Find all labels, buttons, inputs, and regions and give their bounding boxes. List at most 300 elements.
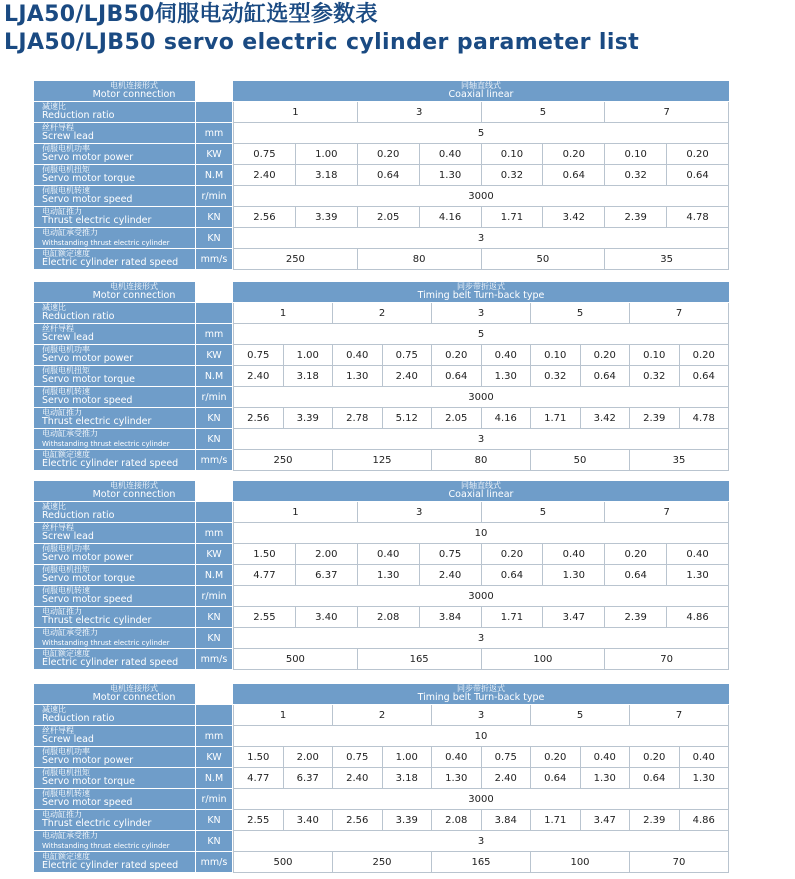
row-label-screw_lead <box>34 726 195 747</box>
row-label-en: Reduction ratio <box>42 713 115 724</box>
row-label-thrust <box>34 810 195 831</box>
thrust-cell: 3.47 <box>543 607 605 628</box>
row-label-rated_speed <box>34 852 195 873</box>
servo_power-cell: 1.50 <box>233 544 296 565</box>
row-label-cn: 减速比 <box>42 102 66 111</box>
servo_power-cell: 0.20 <box>630 747 680 768</box>
thrust-cell: 2.56 <box>233 207 296 228</box>
unit-screw_lead: mm <box>196 123 232 144</box>
servo_torque-cells <box>233 565 729 586</box>
parameter-table <box>34 282 729 471</box>
row-label-en: Electric cylinder rated speed <box>42 257 179 268</box>
servo_power-cell: 0.40 <box>358 544 420 565</box>
screw_lead-cell: 10 <box>233 726 729 747</box>
servo_power-cell: 2.00 <box>284 747 334 768</box>
thrust-cell: 2.39 <box>630 408 680 429</box>
row-servo_speed <box>34 789 729 810</box>
row-label-cn: 电动缸承受推力 <box>42 228 98 237</box>
reduction_ratio-cell: 2 <box>333 303 432 324</box>
row-servo_torque <box>34 768 729 789</box>
servo_torque-cell: 1.30 <box>333 366 383 387</box>
servo_power-cell: 0.10 <box>482 144 544 165</box>
servo_torque-cell: 1.30 <box>358 565 420 586</box>
row-label-withstanding <box>34 228 195 249</box>
unit-withstanding: KN <box>196 831 232 852</box>
header-row <box>34 81 729 102</box>
row-reduction_ratio <box>34 705 729 726</box>
row-label-en: Thrust electric cylinder <box>42 818 152 829</box>
servo_power-cell: 0.75 <box>233 144 296 165</box>
servo_torque-cell: 0.64 <box>680 366 730 387</box>
unit-thrust: KN <box>196 607 232 628</box>
reduction_ratio-cell: 1 <box>233 102 358 123</box>
withstanding-cells <box>233 831 729 852</box>
row-label-cn: 电动缸推力 <box>42 408 82 417</box>
row-label-en: Servo motor power <box>42 755 134 766</box>
row-label-en: Screw lead <box>42 734 94 745</box>
row-label-en: Screw lead <box>42 531 94 542</box>
servo_power-cell: 0.40 <box>482 345 532 366</box>
reduction_ratio-cells <box>233 705 729 726</box>
unit-servo_speed: r/min <box>196 789 232 810</box>
servo_power-cells <box>233 144 729 165</box>
connection-type <box>233 282 729 303</box>
screw_lead-cells <box>233 123 729 144</box>
thrust-cells <box>233 810 729 831</box>
row-label-cn: 电机连接形式 <box>110 282 158 291</box>
reduction_ratio-cell: 7 <box>630 303 729 324</box>
row-label-en: Servo motor torque <box>42 776 135 787</box>
reduction_ratio-cell: 3 <box>432 705 531 726</box>
thrust-cell: 4.78 <box>667 207 729 228</box>
servo_torque-cell: 2.40 <box>383 366 433 387</box>
row-rated_speed <box>34 249 729 270</box>
servo_power-cell: 0.20 <box>667 144 729 165</box>
row-label-en: Servo motor speed <box>42 194 133 205</box>
thrust-cell: 1.71 <box>482 607 544 628</box>
row-label-en: Electric cylinder rated speed <box>42 860 179 871</box>
thrust-cell: 3.39 <box>296 207 358 228</box>
connection-type-cn: 同步带折返式 <box>457 282 505 291</box>
servo_power-cell: 0.40 <box>543 544 605 565</box>
servo_torque-cell: 0.32 <box>630 366 680 387</box>
title-chinese: LJA50/LJB50伺服电动缸选型参数表 <box>4 2 378 27</box>
thrust-cells <box>233 408 729 429</box>
row-label-cn: 伺服电机转速 <box>42 186 90 195</box>
unit-rated_speed: mm/s <box>196 852 232 873</box>
thrust-cell: 4.86 <box>680 810 730 831</box>
row-label-reduction_ratio <box>34 705 195 726</box>
thrust-cell: 5.12 <box>383 408 433 429</box>
thrust-cell: 4.16 <box>420 207 482 228</box>
row-label-en: Servo motor torque <box>42 573 135 584</box>
servo_torque-cell: 1.30 <box>667 565 729 586</box>
thrust-cells <box>233 607 729 628</box>
servo_torque-cell: 6.37 <box>296 565 358 586</box>
row-screw_lead <box>34 123 729 144</box>
rated_speed-cell: 35 <box>605 249 729 270</box>
servo_power-cell: 0.20 <box>482 544 544 565</box>
servo_power-cell: 2.00 <box>296 544 358 565</box>
servo_power-cell: 0.40 <box>667 544 729 565</box>
thrust-cell: 2.39 <box>630 810 680 831</box>
reduction_ratio-cell: 5 <box>531 303 630 324</box>
reduction_ratio-cell: 7 <box>605 102 729 123</box>
row-label-withstanding <box>34 429 195 450</box>
row-label-rated_speed <box>34 249 195 270</box>
row-label-cn: 伺服电机扭矩 <box>42 366 90 375</box>
servo_power-cell: 0.20 <box>680 345 730 366</box>
row-label-thrust <box>34 408 195 429</box>
unit-servo_torque: N.M <box>196 768 232 789</box>
thrust-cell: 1.71 <box>531 408 581 429</box>
row-label-en: Servo motor speed <box>42 395 133 406</box>
servo_power-cell: 0.20 <box>432 345 482 366</box>
thrust-cell: 3.84 <box>482 810 532 831</box>
row-label-screw_lead <box>34 123 195 144</box>
unit-rated_speed: mm/s <box>196 450 232 471</box>
row-label-motor_connection <box>34 481 195 502</box>
screw_lead-cells <box>233 726 729 747</box>
parameter-table <box>34 684 729 873</box>
row-label-cn: 电机连接形式 <box>110 81 158 90</box>
servo_power-cell: 1.50 <box>233 747 284 768</box>
thrust-cell: 4.16 <box>482 408 532 429</box>
servo_torque-cell: 2.40 <box>233 165 296 186</box>
withstanding-cell: 3 <box>233 228 729 249</box>
row-servo_torque <box>34 565 729 586</box>
rated_speed-cells <box>233 852 729 873</box>
rated_speed-cell: 500 <box>233 852 333 873</box>
row-reduction_ratio <box>34 303 729 324</box>
reduction_ratio-cell: 3 <box>358 502 482 523</box>
servo_speed-cells <box>233 789 729 810</box>
servo_torque-cell: 1.30 <box>432 768 482 789</box>
reduction_ratio-cell: 3 <box>358 102 482 123</box>
thrust-cell: 3.40 <box>284 810 334 831</box>
row-label-cn: 电缸额定速度 <box>42 852 90 861</box>
row-label-en: Screw lead <box>42 332 94 343</box>
thrust-cell: 4.86 <box>667 607 729 628</box>
servo_speed-cells <box>233 387 729 408</box>
connection-type <box>233 481 729 502</box>
servo_torque-cell: 3.18 <box>383 768 433 789</box>
row-label-servo_speed <box>34 186 195 207</box>
withstanding-cells <box>233 429 729 450</box>
row-label-cn: 电动缸承受推力 <box>42 831 98 840</box>
unit-servo_torque: N.M <box>196 165 232 186</box>
row-label-servo_power <box>34 345 195 366</box>
row-label-en: Reduction ratio <box>42 110 115 121</box>
unit-servo_torque: N.M <box>196 565 232 586</box>
rated_speed-cell: 250 <box>333 852 432 873</box>
row-withstanding <box>34 831 729 852</box>
reduction_ratio-cell: 2 <box>333 705 432 726</box>
row-label-en: Withstanding thrust electric cylinder <box>42 639 170 647</box>
servo_power-cell: 0.75 <box>233 345 284 366</box>
header-row <box>34 481 729 502</box>
row-label-cn: 电动缸承受推力 <box>42 628 98 637</box>
row-reduction_ratio <box>34 102 729 123</box>
servo_torque-cell: 0.64 <box>531 768 581 789</box>
row-label-cn: 伺服电机转速 <box>42 586 90 595</box>
header-row <box>34 684 729 705</box>
row-label-cn: 电机连接形式 <box>110 481 158 490</box>
row-label-cn: 伺服电机扭矩 <box>42 165 90 174</box>
rated_speed-cell: 35 <box>630 450 729 471</box>
connection-type-cn: 同步带折返式 <box>457 684 505 693</box>
row-label-en: Motor connection <box>92 692 176 703</box>
thrust-cell: 2.55 <box>233 607 296 628</box>
row-screw_lead <box>34 324 729 345</box>
row-label-cn: 伺服电机转速 <box>42 387 90 396</box>
servo_power-cell: 0.75 <box>383 345 433 366</box>
unit-withstanding: KN <box>196 429 232 450</box>
servo_power-cells <box>233 345 729 366</box>
thrust-cell: 3.42 <box>543 207 605 228</box>
row-label-servo_torque <box>34 366 195 387</box>
unit-reduction_ratio <box>196 502 232 523</box>
row-rated_speed <box>34 649 729 670</box>
row-label-rated_speed <box>34 450 195 471</box>
rated_speed-cell: 50 <box>482 249 606 270</box>
thrust-cell: 2.39 <box>605 207 667 228</box>
row-withstanding <box>34 429 729 450</box>
thrust-cell: 2.78 <box>333 408 383 429</box>
unit-thrust: KN <box>196 207 232 228</box>
row-label-servo_power <box>34 747 195 768</box>
unit-rated_speed: mm/s <box>196 249 232 270</box>
row-label-servo_torque <box>34 565 195 586</box>
screw_lead-cell: 10 <box>233 523 729 544</box>
row-label-en: Reduction ratio <box>42 510 115 521</box>
reduction_ratio-cell: 1 <box>233 303 333 324</box>
withstanding-cell: 3 <box>233 831 729 852</box>
row-label-servo_speed <box>34 586 195 607</box>
row-label-thrust <box>34 607 195 628</box>
row-label-cn: 丝杆导程 <box>42 324 74 333</box>
row-label-rated_speed <box>34 649 195 670</box>
servo_speed-cell: 3000 <box>233 387 729 408</box>
thrust-cell: 2.56 <box>333 810 383 831</box>
servo_power-cell: 1.00 <box>284 345 334 366</box>
servo_torque-cells <box>233 366 729 387</box>
thrust-cells <box>233 207 729 228</box>
connection-type-cn: 同轴直线式 <box>461 481 501 490</box>
servo_power-cell: 0.40 <box>432 747 482 768</box>
rated_speed-cell: 70 <box>605 649 729 670</box>
row-label-cn: 电动缸承受推力 <box>42 429 98 438</box>
row-label-reduction_ratio <box>34 502 195 523</box>
row-label-en: Electric cylinder rated speed <box>42 458 179 469</box>
servo_torque-cell: 0.64 <box>482 565 544 586</box>
servo_power-cell: 0.75 <box>482 747 532 768</box>
unit-servo_torque: N.M <box>196 366 232 387</box>
row-label-withstanding <box>34 628 195 649</box>
connection-type-en: Timing belt Turn-back type <box>417 692 545 703</box>
row-thrust <box>34 810 729 831</box>
servo_power-cell: 0.20 <box>358 144 420 165</box>
rated_speed-cells <box>233 249 729 270</box>
row-label-cn: 电缸额定速度 <box>42 649 90 658</box>
row-label-cn: 伺服电机功率 <box>42 345 90 354</box>
servo_power-cell: 0.20 <box>543 144 605 165</box>
row-label-servo_torque <box>34 768 195 789</box>
withstanding-cells <box>233 228 729 249</box>
rated_speed-cells <box>233 450 729 471</box>
unit-servo_speed: r/min <box>196 186 232 207</box>
thrust-cell: 2.08 <box>432 810 482 831</box>
servo_torque-cell: 0.32 <box>605 165 667 186</box>
row-thrust <box>34 408 729 429</box>
row-label-en: Servo motor torque <box>42 173 135 184</box>
thrust-cell: 2.56 <box>233 408 284 429</box>
row-label-motor_connection <box>34 282 195 303</box>
reduction_ratio-cells <box>233 502 729 523</box>
row-label-en: Electric cylinder rated speed <box>42 657 179 668</box>
row-label-cn: 伺服电机扭矩 <box>42 565 90 574</box>
servo_torque-cells <box>233 768 729 789</box>
row-label-en: Motor connection <box>92 290 176 301</box>
row-label-servo_speed <box>34 789 195 810</box>
row-label-en: Withstanding thrust electric cylinder <box>42 239 170 247</box>
rated_speed-cell: 50 <box>531 450 630 471</box>
row-servo_power <box>34 544 729 565</box>
servo_power-cell: 0.40 <box>333 345 383 366</box>
unit-screw_lead: mm <box>196 523 232 544</box>
servo_torque-cell: 6.37 <box>284 768 334 789</box>
thrust-cell: 2.08 <box>358 607 420 628</box>
screw_lead-cells <box>233 324 729 345</box>
servo_speed-cell: 3000 <box>233 586 729 607</box>
reduction_ratio-cell: 3 <box>432 303 531 324</box>
reduction_ratio-cell: 5 <box>482 502 606 523</box>
row-servo_torque <box>34 165 729 186</box>
servo_power-cell: 0.20 <box>605 544 667 565</box>
unit-withstanding: KN <box>196 628 232 649</box>
row-servo_speed <box>34 186 729 207</box>
servo_torque-cell: 0.64 <box>432 366 482 387</box>
row-label-cn: 电缸额定速度 <box>42 249 90 258</box>
row-servo_power <box>34 747 729 768</box>
servo_torque-cell: 0.64 <box>358 165 420 186</box>
servo_power-cell: 0.40 <box>420 144 482 165</box>
row-label-cn: 减速比 <box>42 705 66 714</box>
rated_speed-cell: 250 <box>233 249 358 270</box>
row-label-en: Withstanding thrust electric cylinder <box>42 842 170 850</box>
servo_torque-cell: 4.77 <box>233 768 284 789</box>
parameter-table <box>34 81 729 270</box>
row-label-cn: 减速比 <box>42 502 66 511</box>
servo_speed-cell: 3000 <box>233 186 729 207</box>
row-label-cn: 伺服电机功率 <box>42 747 90 756</box>
rated_speed-cell: 250 <box>233 450 333 471</box>
thrust-cell: 1.71 <box>531 810 581 831</box>
connection-type-en: Coaxial linear <box>448 89 514 100</box>
screw_lead-cell: 5 <box>233 123 729 144</box>
row-reduction_ratio <box>34 502 729 523</box>
servo_torque-cell: 4.77 <box>233 565 296 586</box>
servo_torque-cell: 0.64 <box>605 565 667 586</box>
parameter-table <box>34 481 729 670</box>
reduction_ratio-cell: 5 <box>482 102 606 123</box>
row-label-en: Reduction ratio <box>42 311 115 322</box>
unit-thrust: KN <box>196 408 232 429</box>
row-label-cn: 伺服电机功率 <box>42 144 90 153</box>
servo_power-cell: 0.75 <box>333 747 383 768</box>
servo_power-cell: 0.10 <box>531 345 581 366</box>
row-withstanding <box>34 228 729 249</box>
thrust-cell: 3.42 <box>581 408 631 429</box>
row-label-motor_connection <box>34 81 195 102</box>
row-label-servo_speed <box>34 387 195 408</box>
unit-withstanding: KN <box>196 228 232 249</box>
thrust-cell: 3.39 <box>383 810 433 831</box>
reduction_ratio-cells <box>233 102 729 123</box>
servo_power-cell: 0.20 <box>581 345 631 366</box>
thrust-cell: 4.78 <box>680 408 730 429</box>
servo_power-cell: 0.10 <box>605 144 667 165</box>
rated_speed-cell: 100 <box>482 649 606 670</box>
servo_power-cell: 0.40 <box>680 747 730 768</box>
connection-type-cn: 同轴直线式 <box>461 81 501 90</box>
row-label-en: Screw lead <box>42 131 94 142</box>
servo_torque-cell: 2.40 <box>233 366 284 387</box>
servo_speed-cells <box>233 586 729 607</box>
unit-servo_power: KW <box>196 544 232 565</box>
servo_torque-cell: 0.32 <box>531 366 581 387</box>
reduction_ratio-cell: 7 <box>605 502 729 523</box>
servo_torque-cell: 2.40 <box>333 768 383 789</box>
row-label-servo_torque <box>34 165 195 186</box>
unit-servo_power: KW <box>196 144 232 165</box>
row-rated_speed <box>34 450 729 471</box>
reduction_ratio-cell: 5 <box>531 705 630 726</box>
reduction_ratio-cell: 1 <box>233 502 358 523</box>
row-label-withstanding <box>34 831 195 852</box>
servo_torque-cell: 1.30 <box>420 165 482 186</box>
reduction_ratio-cell: 7 <box>630 705 729 726</box>
thrust-cell: 3.40 <box>296 607 358 628</box>
servo_torque-cell: 1.30 <box>680 768 730 789</box>
title-english: LJA50/LJB50 servo electric cylinder parameter list <box>4 30 640 55</box>
servo_torque-cell: 3.18 <box>296 165 358 186</box>
row-label-cn: 减速比 <box>42 303 66 312</box>
rated_speed-cell: 165 <box>432 852 531 873</box>
row-label-cn: 伺服电机功率 <box>42 544 90 553</box>
withstanding-cell: 3 <box>233 429 729 450</box>
row-label-cn: 伺服电机转速 <box>42 789 90 798</box>
servo_power-cell: 1.00 <box>383 747 433 768</box>
row-label-cn: 电机连接形式 <box>110 684 158 693</box>
row-label-en: Servo motor power <box>42 152 134 163</box>
servo_torque-cell: 1.30 <box>581 768 631 789</box>
row-withstanding <box>34 628 729 649</box>
row-label-motor_connection <box>34 684 195 705</box>
row-label-en: Thrust electric cylinder <box>42 615 152 626</box>
row-servo_torque <box>34 366 729 387</box>
row-label-screw_lead <box>34 523 195 544</box>
row-rated_speed <box>34 852 729 873</box>
thrust-cell: 2.05 <box>358 207 420 228</box>
row-screw_lead <box>34 726 729 747</box>
thrust-cell: 3.47 <box>581 810 631 831</box>
unit-rated_speed: mm/s <box>196 649 232 670</box>
row-thrust <box>34 607 729 628</box>
servo_speed-cell: 3000 <box>233 789 729 810</box>
row-label-en: Servo motor speed <box>42 594 133 605</box>
servo_torque-cell: 2.40 <box>482 768 532 789</box>
